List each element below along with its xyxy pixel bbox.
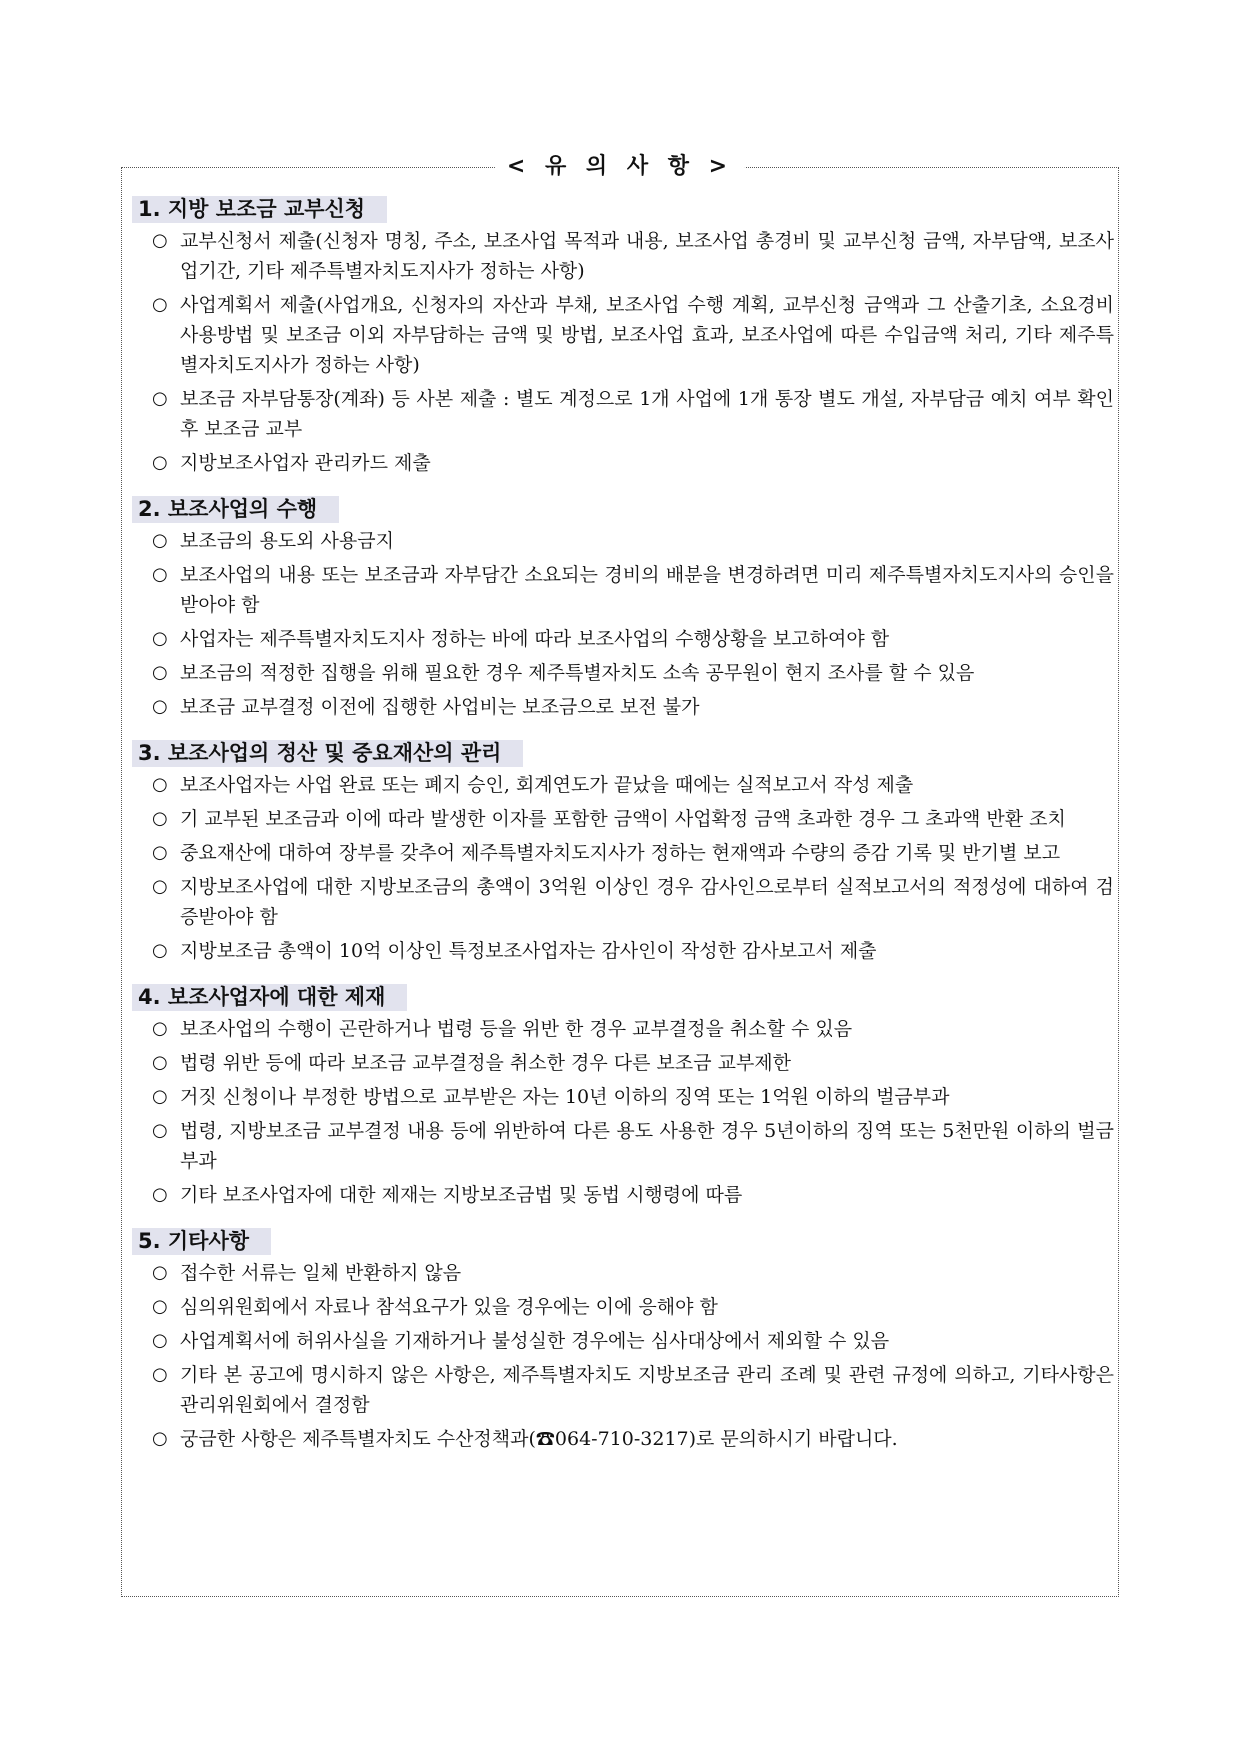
list-item xyxy=(122,692,1118,722)
item-text: 기타 본 공고에 명시하지 않은 사항은, 제주특별자치도 지방보조금 관리 조례 및 관련 규정에 의하고, 기타사항은 관리위원회에서 결정함 xyxy=(180,1364,1114,1416)
circle-bullet-icon: ○ xyxy=(152,294,168,315)
circle-bullet-icon: ○ xyxy=(152,230,168,251)
item-text: 사업계획서에 허위사실을 기재하거나 불성실한 경우에는 심사대상에서 제외할 수 있음 xyxy=(180,1330,890,1352)
item-text: 보조사업의 수행이 곤란하거나 법령 등을 위반 한 경우 교부결정을 취소할 수 있음 xyxy=(180,1018,853,1040)
circle-bullet-icon: ○ xyxy=(152,530,168,551)
notice-box xyxy=(121,154,1119,1597)
item-text: 지방보조사업자 관리카드 제출 xyxy=(180,452,431,474)
list-item xyxy=(122,384,1118,444)
item-text: 사업계획서 제출(사업개요, 신청자의 자산과 부채, 보조사업 수행 계획, 교부신청 금액과 그 산출기초, 소요경비 사용방법 및 보조금 이외 자부담하는 금액 및 방법, 보조사업 효과, 보조사업에 따른 수입금액 처리, 기타 제주특별자치도지사가 정하는 사항) xyxy=(180,294,1114,376)
notice-title: < 유 의 사 항 > xyxy=(495,153,745,181)
list-item xyxy=(122,658,1118,688)
circle-bullet-icon: ○ xyxy=(152,1018,168,1039)
list-item xyxy=(122,936,1118,966)
item-text: 중요재산에 대하여 장부를 갖추어 제주특별자치도지사가 정하는 현재액과 수량의 증감 기록 및 반기별 보고 xyxy=(180,842,1061,864)
item-text: 법령, 지방보조금 교부결정 내용 등에 위반하여 다른 용도 사용한 경우 5년이하의 징역 또는 5천만원 이하의 벌금 부과 xyxy=(180,1120,1114,1172)
list-item xyxy=(122,1424,1118,1454)
list-item xyxy=(122,838,1118,868)
section-items xyxy=(122,526,1118,722)
item-text: 기 교부된 보조금과 이에 따라 발생한 이자를 포함한 금액이 사업확정 금액 초과한 경우 그 초과액 반환 조치 xyxy=(180,808,1066,830)
list-item xyxy=(122,560,1118,620)
list-item xyxy=(122,1292,1118,1322)
section-1 xyxy=(122,196,1118,478)
list-item xyxy=(122,290,1118,380)
list-item xyxy=(122,1082,1118,1112)
item-text: 법령 위반 등에 따라 보조금 교부결정을 취소한 경우 다른 보조금 교부제한 xyxy=(180,1052,792,1074)
section-heading: 1. 지방 보조금 교부신청 xyxy=(132,196,387,223)
list-item xyxy=(122,872,1118,932)
item-text: 궁금한 사항은 제주특별자치도 수산정책과(☎064-710-3217)로 문의하시기 바랍니다. xyxy=(180,1428,898,1450)
item-text: 접수한 서류는 일체 반환하지 않음 xyxy=(180,1262,462,1284)
circle-bullet-icon: ○ xyxy=(152,1052,168,1073)
list-item xyxy=(122,1360,1118,1420)
item-text: 보조금의 용도외 사용금지 xyxy=(180,530,394,552)
section-items xyxy=(122,1258,1118,1454)
list-item xyxy=(122,624,1118,654)
item-text: 교부신청서 제출(신청자 명칭, 주소, 보조사업 목적과 내용, 보조사업 총경비 및 교부신청 금액, 자부담액, 보조사업기간, 기타 제주특별자치도지사가 정하는 사항) xyxy=(180,230,1114,282)
item-text: 보조금의 적정한 집행을 위해 필요한 경우 제주특별자치도 소속 공무원이 현지 조사를 할 수 있음 xyxy=(180,662,975,684)
list-item xyxy=(122,1014,1118,1044)
section-items xyxy=(122,770,1118,966)
item-text: 거짓 신청이나 부정한 방법으로 교부받은 자는 10년 이하의 징역 또는 1억원 이하의 벌금부과 xyxy=(180,1086,950,1108)
section-items xyxy=(122,226,1118,478)
section-heading: 4. 보조사업자에 대한 제재 xyxy=(132,984,407,1011)
list-item xyxy=(122,448,1118,478)
item-text: 사업자는 제주특별자치도지사 정하는 바에 따라 보조사업의 수행상황을 보고하여야 함 xyxy=(180,628,890,650)
circle-bullet-icon: ○ xyxy=(152,1364,168,1385)
list-item xyxy=(122,1258,1118,1288)
list-item xyxy=(122,770,1118,800)
item-text: 보조금 교부결정 이전에 집행한 사업비는 보조금으로 보전 불가 xyxy=(180,696,700,718)
circle-bullet-icon: ○ xyxy=(152,1184,168,1205)
circle-bullet-icon: ○ xyxy=(152,774,168,795)
item-text: 보조금 자부담통장(계좌) 등 사본 제출 : 별도 계정으로 1개 사업에 1개 통장 별도 개설, 자부담금 예치 여부 확인 후 보조금 교부 xyxy=(180,388,1114,440)
circle-bullet-icon: ○ xyxy=(152,1086,168,1107)
list-item xyxy=(122,526,1118,556)
circle-bullet-icon: ○ xyxy=(152,940,168,961)
list-item xyxy=(122,1048,1118,1078)
circle-bullet-icon: ○ xyxy=(152,1296,168,1317)
section-5 xyxy=(122,1228,1118,1454)
list-item xyxy=(122,1326,1118,1356)
list-item xyxy=(122,226,1118,286)
circle-bullet-icon: ○ xyxy=(152,388,168,409)
circle-bullet-icon: ○ xyxy=(152,1262,168,1283)
item-text: 기타 보조사업자에 대한 제재는 지방보조금법 및 동법 시행령에 따름 xyxy=(180,1184,743,1206)
section-heading: 2. 보조사업의 수행 xyxy=(132,496,339,523)
list-item xyxy=(122,1116,1118,1176)
notice-content xyxy=(122,196,1118,1472)
item-text: 지방보조금 총액이 10억 이상인 특정보조사업자는 감사인이 작성한 감사보고서 제출 xyxy=(180,940,877,962)
item-text: 보조사업자는 사업 완료 또는 폐지 승인, 회계연도가 끝났을 때에는 실적보고서 작성 제출 xyxy=(180,774,914,796)
item-text: 지방보조사업에 대한 지방보조금의 총액이 3억원 이상인 경우 감사인으로부터 실적보고서의 적정성에 대하여 검증받아야 함 xyxy=(180,876,1114,928)
section-heading: 5. 기타사항 xyxy=(132,1228,271,1255)
section-3 xyxy=(122,740,1118,966)
section-heading: 3. 보조사업의 정산 및 중요재산의 관리 xyxy=(132,740,523,767)
item-text: 보조사업의 내용 또는 보조금과 자부담간 소요되는 경비의 배분을 변경하려면 미리 제주특별자치도지사의 승인을 받아야 함 xyxy=(180,564,1114,616)
circle-bullet-icon: ○ xyxy=(152,842,168,863)
circle-bullet-icon: ○ xyxy=(152,1428,168,1449)
circle-bullet-icon: ○ xyxy=(152,662,168,683)
circle-bullet-icon: ○ xyxy=(152,808,168,829)
circle-bullet-icon: ○ xyxy=(152,1330,168,1351)
circle-bullet-icon: ○ xyxy=(152,876,168,897)
list-item xyxy=(122,804,1118,834)
circle-bullet-icon: ○ xyxy=(152,696,168,717)
list-item xyxy=(122,1180,1118,1210)
circle-bullet-icon: ○ xyxy=(152,564,168,585)
circle-bullet-icon: ○ xyxy=(152,1120,168,1141)
section-items xyxy=(122,1014,1118,1210)
section-4 xyxy=(122,984,1118,1210)
section-2 xyxy=(122,496,1118,722)
item-text: 심의위원회에서 자료나 참석요구가 있을 경우에는 이에 응해야 함 xyxy=(180,1296,718,1318)
circle-bullet-icon: ○ xyxy=(152,628,168,649)
circle-bullet-icon: ○ xyxy=(152,452,168,473)
